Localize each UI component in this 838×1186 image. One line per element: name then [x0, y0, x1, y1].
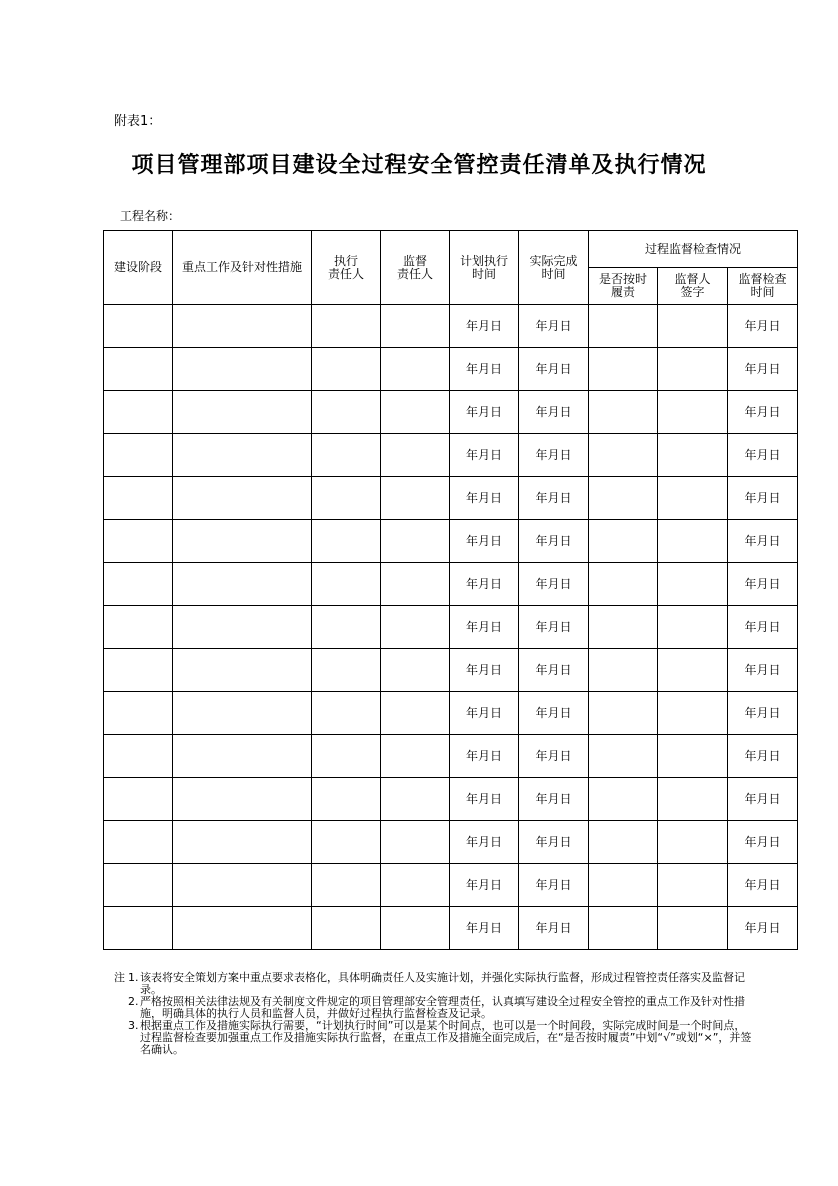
actual-time-cell[interactable]: 年月日 — [519, 692, 589, 735]
planned-time-cell[interactable]: 年月日 — [450, 606, 519, 649]
notes-mark: 注 — [114, 971, 125, 984]
check-time-cell[interactable]: 年月日 — [728, 821, 798, 864]
header-planned-time: 计划执行 时间 — [450, 231, 519, 305]
supervisor-sign-cell[interactable] — [658, 649, 728, 692]
planned-time-cell[interactable]: 年月日 — [450, 649, 519, 692]
measures-cell[interactable] — [173, 391, 312, 434]
supervisor-cell[interactable] — [381, 434, 450, 477]
on-time-cell[interactable] — [589, 821, 658, 864]
supervisor-cell[interactable] — [381, 305, 450, 348]
project-name-label: 工程名称： — [120, 209, 181, 223]
executor-cell[interactable] — [312, 907, 381, 950]
check-time-cell[interactable]: 年月日 — [728, 778, 798, 821]
supervisor-cell[interactable] — [381, 864, 450, 907]
on-time-cell[interactable] — [589, 477, 658, 520]
stage-cell[interactable] — [104, 305, 173, 348]
stage-cell[interactable] — [104, 778, 173, 821]
document-title: 项目管理部项目建设全过程安全管控责任清单及执行情况 — [131, 153, 707, 178]
actual-time-cell[interactable]: 年月日 — [519, 821, 589, 864]
check-time-cell[interactable]: 年月日 — [728, 477, 798, 520]
planned-time-cell[interactable]: 年月日 — [450, 348, 519, 391]
measures-cell[interactable] — [173, 649, 312, 692]
stage-cell[interactable] — [104, 864, 173, 907]
supervisor-sign-cell[interactable] — [658, 391, 728, 434]
actual-time-cell[interactable]: 年月日 — [519, 477, 589, 520]
check-time-cell[interactable]: 年月日 — [728, 520, 798, 563]
executor-cell[interactable] — [312, 649, 381, 692]
executor-cell[interactable] — [312, 864, 381, 907]
measures-cell[interactable] — [173, 563, 312, 606]
executor-cell[interactable] — [312, 477, 381, 520]
executor-cell[interactable] — [312, 606, 381, 649]
supervisor-cell[interactable] — [381, 692, 450, 735]
actual-time-cell[interactable]: 年月日 — [519, 864, 589, 907]
check-time-cell[interactable]: 年月日 — [728, 563, 798, 606]
check-time-cell[interactable]: 年月日 — [728, 735, 798, 778]
measures-cell[interactable] — [173, 821, 312, 864]
actual-time-cell[interactable]: 年月日 — [519, 649, 589, 692]
supervisor-sign-cell[interactable] — [658, 907, 728, 950]
notes-list — [114, 972, 754, 1056]
measures-cell[interactable] — [173, 434, 312, 477]
note-text: 根据重点工作及措施实际执行需要，“计划执行时间”可以是某个时间点，也可以是一个时间段，实际完成时间是一个时间点，过程监督检查要加强重点工作及措施实际执行监督，在重点工作及措施全面完成后，在“是否按时履责”中划“√”或划“×”，并签名确认。 — [140, 1019, 752, 1056]
executor-cell[interactable] — [312, 692, 381, 735]
header-stage: 建设阶段 — [104, 231, 173, 305]
stage-cell[interactable] — [104, 606, 173, 649]
check-time-cell[interactable]: 年月日 — [728, 649, 798, 692]
measures-cell[interactable] — [173, 348, 312, 391]
supervisor-sign-cell[interactable] — [658, 348, 728, 391]
table-row — [104, 305, 798, 348]
header-row — [104, 231, 798, 268]
supervisor-sign-cell[interactable] — [658, 692, 728, 735]
executor-cell[interactable] — [312, 348, 381, 391]
check-time-cell[interactable]: 年月日 — [728, 907, 798, 950]
executor-cell[interactable] — [312, 520, 381, 563]
supervisor-cell[interactable] — [381, 606, 450, 649]
supervisor-sign-cell[interactable] — [658, 434, 728, 477]
supervisor-cell[interactable] — [381, 649, 450, 692]
stage-cell[interactable] — [104, 649, 173, 692]
header-actual-time: 实际完成 时间 — [519, 231, 589, 305]
supervisor-sign-cell[interactable] — [658, 864, 728, 907]
planned-time-cell[interactable]: 年月日 — [450, 864, 519, 907]
measures-cell[interactable] — [173, 692, 312, 735]
actual-time-cell[interactable]: 年月日 — [519, 735, 589, 778]
stage-cell[interactable] — [104, 434, 173, 477]
attachment-label: 附表1： — [114, 114, 162, 129]
note-number: 3. — [128, 1019, 139, 1032]
note-number: 2. — [128, 995, 139, 1008]
note-item — [128, 995, 754, 1020]
note-number: 1. — [128, 971, 139, 984]
planned-time-cell[interactable]: 年月日 — [450, 735, 519, 778]
table-row — [104, 864, 798, 907]
supervisor-sign-cell[interactable] — [658, 563, 728, 606]
executor-cell[interactable] — [312, 735, 381, 778]
on-time-cell[interactable] — [589, 563, 658, 606]
actual-time-cell[interactable]: 年月日 — [519, 606, 589, 649]
on-time-cell[interactable] — [589, 305, 658, 348]
stage-cell[interactable] — [104, 520, 173, 563]
actual-time-cell[interactable]: 年月日 — [519, 305, 589, 348]
stage-cell[interactable] — [104, 821, 173, 864]
header-supervisor-sign: 监督人 签字 — [658, 268, 728, 305]
measures-cell[interactable] — [173, 778, 312, 821]
header-measures: 重点工作及针对性措施 — [173, 231, 312, 305]
on-time-cell[interactable] — [589, 520, 658, 563]
table-row — [104, 563, 798, 606]
notes-section — [114, 972, 754, 1056]
table-body — [104, 305, 798, 950]
on-time-cell[interactable] — [589, 778, 658, 821]
table-row — [104, 735, 798, 778]
table-row — [104, 821, 798, 864]
header-supervisor: 监督 责任人 — [381, 231, 450, 305]
measures-cell[interactable] — [173, 305, 312, 348]
planned-time-cell[interactable]: 年月日 — [450, 692, 519, 735]
check-time-cell[interactable]: 年月日 — [728, 606, 798, 649]
stage-cell[interactable] — [104, 348, 173, 391]
stage-cell[interactable] — [104, 477, 173, 520]
supervisor-cell[interactable] — [381, 563, 450, 606]
check-time-cell[interactable]: 年月日 — [728, 348, 798, 391]
actual-time-cell[interactable]: 年月日 — [519, 563, 589, 606]
planned-time-cell[interactable]: 年月日 — [450, 477, 519, 520]
actual-time-cell[interactable]: 年月日 — [519, 348, 589, 391]
supervisor-cell[interactable] — [381, 520, 450, 563]
supervisor-sign-cell[interactable] — [658, 305, 728, 348]
note-item — [128, 1019, 754, 1056]
table-row — [104, 907, 798, 950]
supervisor-cell[interactable] — [381, 821, 450, 864]
table-row — [104, 649, 798, 692]
header-check-time: 监督检查 时间 — [728, 268, 798, 305]
stage-cell[interactable] — [104, 692, 173, 735]
supervisor-sign-cell[interactable] — [658, 606, 728, 649]
executor-cell[interactable] — [312, 563, 381, 606]
table-row — [104, 434, 798, 477]
actual-time-cell[interactable]: 年月日 — [519, 391, 589, 434]
table-row — [104, 606, 798, 649]
supervisor-sign-cell[interactable] — [658, 821, 728, 864]
check-time-cell[interactable]: 年月日 — [728, 692, 798, 735]
stage-cell[interactable] — [104, 907, 173, 950]
measures-cell[interactable] — [173, 520, 312, 563]
on-time-cell[interactable] — [589, 391, 658, 434]
on-time-cell[interactable] — [589, 649, 658, 692]
supervisor-sign-cell[interactable] — [658, 477, 728, 520]
responsibility-table — [103, 230, 798, 950]
on-time-cell[interactable] — [589, 735, 658, 778]
measures-cell[interactable] — [173, 606, 312, 649]
stage-cell[interactable] — [104, 735, 173, 778]
table-row — [104, 692, 798, 735]
header-executor: 执行 责任人 — [312, 231, 381, 305]
measures-cell[interactable] — [173, 907, 312, 950]
executor-cell[interactable] — [312, 821, 381, 864]
on-time-cell[interactable] — [589, 606, 658, 649]
measures-cell[interactable] — [173, 864, 312, 907]
supervisor-cell[interactable] — [381, 391, 450, 434]
check-time-cell[interactable]: 年月日 — [728, 391, 798, 434]
planned-time-cell[interactable]: 年月日 — [450, 520, 519, 563]
note-item — [128, 971, 754, 996]
note-text: 该表将安全策划方案中重点要求表格化，具体明确责任人及实施计划，并强化实际执行监督，形成过程管控责任落实及监督记录。 — [140, 971, 745, 996]
planned-time-cell[interactable]: 年月日 — [450, 391, 519, 434]
check-time-cell[interactable]: 年月日 — [728, 864, 798, 907]
table-row — [104, 477, 798, 520]
supervisor-cell[interactable] — [381, 907, 450, 950]
stage-cell[interactable] — [104, 563, 173, 606]
executor-cell[interactable] — [312, 778, 381, 821]
supervisor-cell[interactable] — [381, 778, 450, 821]
planned-time-cell[interactable]: 年月日 — [450, 563, 519, 606]
check-time-cell[interactable]: 年月日 — [728, 305, 798, 348]
on-time-cell[interactable] — [589, 434, 658, 477]
supervisor-sign-cell[interactable] — [658, 735, 728, 778]
planned-time-cell[interactable]: 年月日 — [450, 821, 519, 864]
actual-time-cell[interactable]: 年月日 — [519, 778, 589, 821]
supervisor-cell[interactable] — [381, 348, 450, 391]
table-row — [104, 348, 798, 391]
header-process-check: 过程监督检查情况 — [589, 231, 798, 268]
table-row — [104, 391, 798, 434]
measures-cell[interactable] — [173, 735, 312, 778]
planned-time-cell[interactable]: 年月日 — [450, 434, 519, 477]
on-time-cell[interactable] — [589, 864, 658, 907]
actual-time-cell[interactable]: 年月日 — [519, 520, 589, 563]
executor-cell[interactable] — [312, 391, 381, 434]
supervisor-cell[interactable] — [381, 477, 450, 520]
on-time-cell[interactable] — [589, 348, 658, 391]
on-time-cell[interactable] — [589, 907, 658, 950]
check-time-cell[interactable]: 年月日 — [728, 434, 798, 477]
supervisor-sign-cell[interactable] — [658, 778, 728, 821]
executor-cell[interactable] — [312, 434, 381, 477]
supervisor-cell[interactable] — [381, 735, 450, 778]
planned-time-cell[interactable]: 年月日 — [450, 907, 519, 950]
planned-time-cell[interactable]: 年月日 — [450, 305, 519, 348]
planned-time-cell[interactable]: 年月日 — [450, 778, 519, 821]
on-time-cell[interactable] — [589, 692, 658, 735]
stage-cell[interactable] — [104, 391, 173, 434]
project-name-field — [120, 207, 380, 224]
executor-cell[interactable] — [312, 305, 381, 348]
actual-time-cell[interactable]: 年月日 — [519, 907, 589, 950]
measures-cell[interactable] — [173, 477, 312, 520]
table-row — [104, 520, 798, 563]
actual-time-cell[interactable]: 年月日 — [519, 434, 589, 477]
table-row — [104, 778, 798, 821]
header-on-time: 是否按时 履责 — [589, 268, 658, 305]
supervisor-sign-cell[interactable] — [658, 520, 728, 563]
note-text: 严格按照相关法律法规及有关制度文件规定的项目管理部安全管理责任，认真填写建设全过程安全管控的重点工作及针对性措施，明确具体的执行人员和监督人员，并做好过程执行监督检查及记录。 — [140, 995, 745, 1020]
